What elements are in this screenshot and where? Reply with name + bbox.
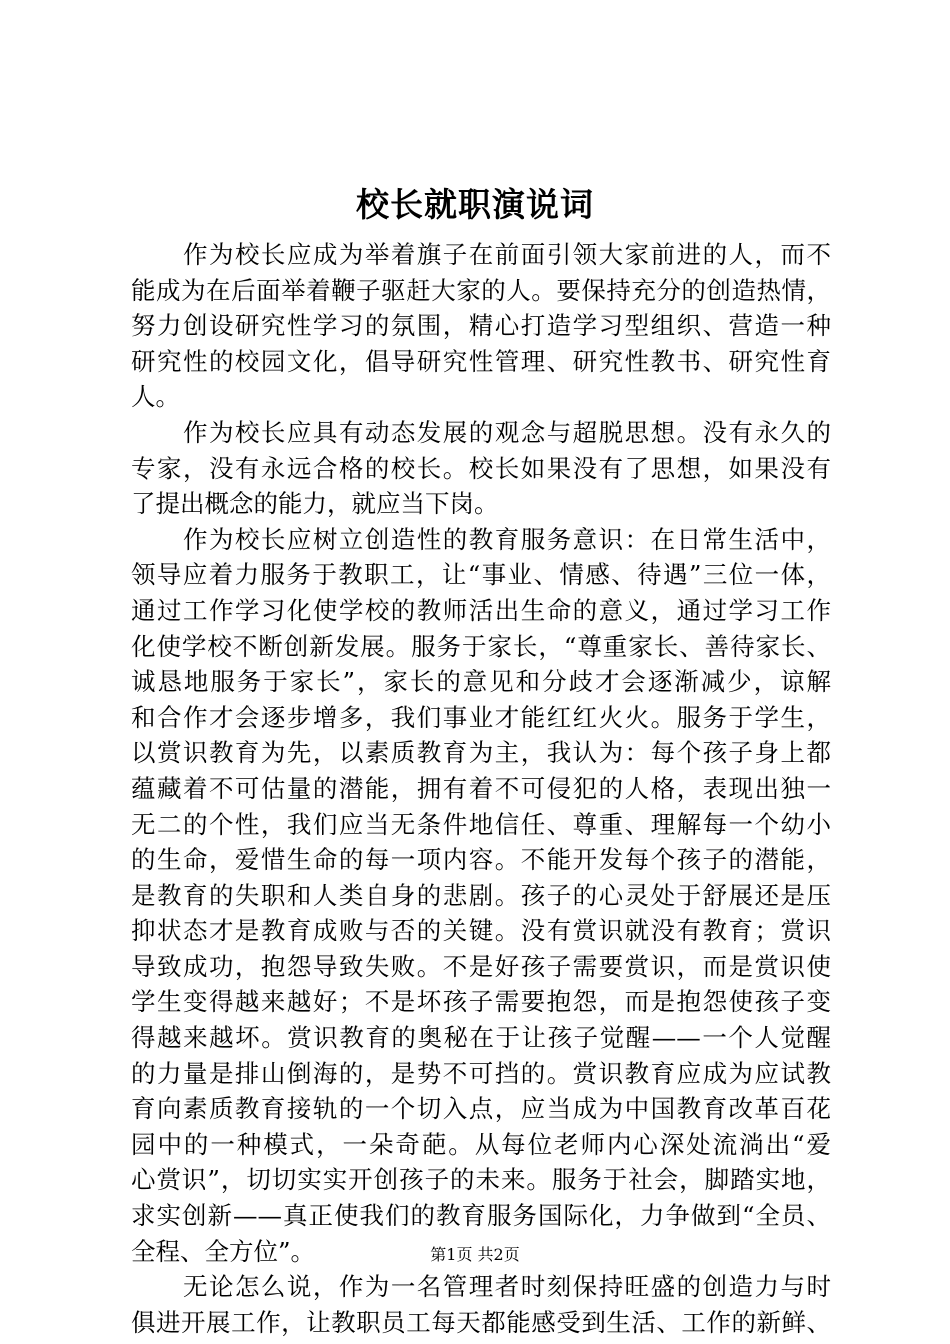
text-line: 人。 [131, 382, 180, 412]
text-line: 作为校长应成为举着旗子在前面引领大家前进的人，而不 [183, 240, 831, 269]
text-line: 导致成功，抱怨导致失败。不是好孩子需要赏识，而是赏识使 [131, 951, 831, 981]
text-line: 能成为在后面举着鞭子驱赶大家的人。要保持充分的创造热情， [131, 275, 831, 305]
text-line: 和合作才会逐步增多，我们事业才能红红火火。服务于学生， [131, 702, 831, 732]
text-line: 诚恳地服务于家长”，家长的意见和分歧才会逐渐减少，谅解 [131, 667, 831, 697]
text-line: 得越来越坏。赏识教育的奥秘在于让孩子觉醒——一个人觉醒 [131, 1023, 831, 1053]
paragraph-1 [131, 237, 831, 415]
text-line: 蕴藏着不可估量的潜能，拥有着不可侵犯的人格，表现出独一 [131, 773, 831, 803]
text-line: 园中的一种模式，一朵奇葩。从每位老师内心深处流淌出“爱 [131, 1129, 831, 1159]
text-line: 全程、全方位”。 [131, 1236, 316, 1266]
text-line: 无论怎么说，作为一名管理者时刻保持旺盛的创造力与时 [183, 1272, 831, 1302]
text-line: 专家，没有永远合格的校长。校长如果没有了思想，如果没有 [131, 453, 831, 483]
document-body [131, 237, 831, 1340]
text-line: 作为校长应树立创造性的教育服务意识：在日常生活中， [183, 524, 831, 554]
text-line: 的生命，爱惜生命的每一项内容。不能开发每个孩子的潜能， [131, 845, 831, 875]
text-line: 求实创新——真正使我们的教育服务国际化，力争做到“全员、 [131, 1201, 831, 1231]
text-line: 俱进开展工作，让教职员工每天都能感受到生活、工作的新鲜、 [131, 1307, 831, 1337]
text-line: 通过工作学习化使学校的教师活出生命的意义，通过学习工作 [131, 595, 831, 625]
text-line: 心赏识”，切切实实开创孩子的未来。服务于社会，脚踏实地， [131, 1165, 831, 1195]
paragraph-2 [131, 415, 831, 522]
page-footer: 第1页 共2页 [430, 1245, 520, 1264]
text-line: 育向素质教育接轨的一个切入点，应当成为中国教育改革百花 [131, 1094, 831, 1124]
document-title: 校长就职演说词 [356, 185, 594, 224]
paragraph-3 [131, 522, 831, 1269]
text-line: 化使学校不断创新发展。服务于家长，“尊重家长、善待家长、 [131, 631, 831, 661]
text-line: 学生变得越来越好；不是坏孩子需要抱怨，而是抱怨使孩子变 [131, 987, 831, 1017]
paragraph-4 [131, 1269, 831, 1340]
text-line: 研究性的校园文化，倡导研究性管理、研究性教书、研究性育 [131, 346, 831, 376]
text-line: 的力量是排山倒海的，是势不可挡的。赏识教育应成为应试教 [131, 1058, 831, 1088]
text-line: 作为校长应具有动态发展的观念与超脱思想。没有永久的 [183, 417, 831, 447]
text-line: 无二的个性，我们应当无条件地信任、尊重、理解每一个幼小 [131, 809, 831, 839]
text-line: 以赏识教育为先，以素质教育为主，我认为：每个孩子身上都 [131, 738, 831, 768]
text-line: 了提出概念的能力，就应当下岗。 [131, 489, 499, 519]
text-line: 领导应着力服务于教职工，让“事业、情感、待遇”三位一体， [131, 560, 831, 590]
text-line: 抑状态才是教育成败与否的关键。没有赏识就没有教育；赏识 [131, 916, 831, 946]
text-line: 是教育的失职和人类自身的悲剧。孩子的心灵处于舒展还是压 [131, 880, 831, 910]
text-line: 努力创设研究性学习的氛围，精心打造学习型组织、营造一种 [131, 311, 831, 341]
